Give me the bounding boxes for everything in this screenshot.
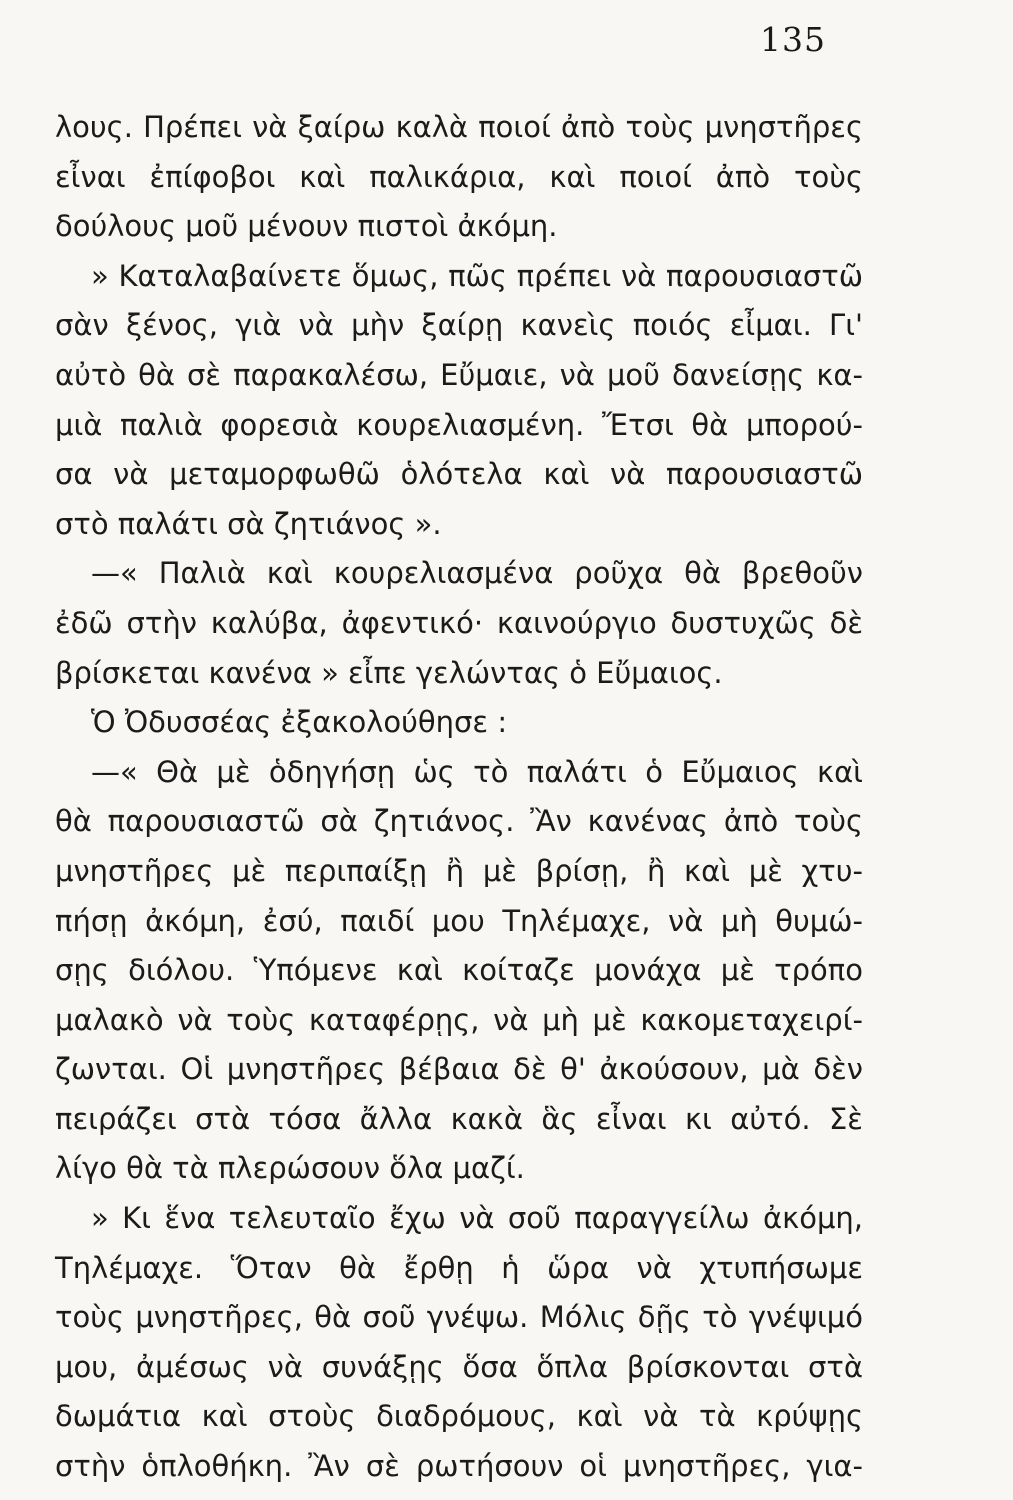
text-line: » Καταλαβαίνετε ὅμως, πῶς πρέπει νὰ παρουσιαστῶ (91, 258, 863, 293)
body-text (55, 103, 863, 1492)
text-line: μου, ἀμέσως νὰ συνάξῃς ὅσα ὅπλα βρίσκονται στὰ (55, 1349, 863, 1384)
text-line: στὴν ὁπλοθήκη. Ἂν σὲ ρωτήσουν οἱ μνηστῆρες, για- (55, 1449, 863, 1484)
text-line: λους. Πρέπει νὰ ξαίρω καλὰ ποιοί ἀπὸ τοὺς μνηστῆρες (55, 110, 863, 144)
text-line: δωμάτια καὶ στοὺς διαδρόμους, καὶ νὰ τὰ κρύψῃς (55, 1399, 863, 1434)
text-line: Τηλέμαχε. Ὅταν θὰ ἔρθῃ ἡ ὥρα νὰ χτυπήσωμε (55, 1250, 863, 1285)
text-line: αὐτὸ θὰ σὲ παρακαλέσω, Εὔμαιε, νὰ μοῦ δανείσῃς κα- (55, 357, 863, 392)
text-line: Ὁ Ὀδυσσέας ἐξακολούθησε : (91, 705, 508, 740)
text-line: » Κι ἕνα τελευταῖο ἔχω νὰ σοῦ παραγγείλω ἀκόμη, (91, 1201, 863, 1236)
text-line: ζωνται. Οἱ μνηστῆρες βέβαια δὲ θ' ἀκούσουν, μὰ δὲν (55, 1052, 863, 1087)
text-line: μνηστῆρες μὲ περιπαίξῃ ἢ μὲ βρίσῃ, ἢ καὶ μὲ χτυ- (55, 853, 863, 888)
page-number: 135 (760, 20, 826, 59)
text-line: —« Παλιὰ καὶ κουρελιασμένα ροῦχα θὰ βρεθοῦν (91, 556, 863, 591)
text-line: σα νὰ μεταμορφωθῶ ὁλότελα καὶ νὰ παρουσιαστῶ (55, 457, 863, 492)
text-line: πειράζει στὰ τόσα ἄλλα κακὰ ἃς εἶναι κι αὐτό. Σὲ (55, 1101, 863, 1136)
text-line: λίγο θὰ τὰ πλερώσουν ὅλα μαζί. (55, 1151, 525, 1186)
text-line: σῃς διόλου. Ὑπόμενε καὶ κοίταζε μονάχα μὲ τρόπο (55, 953, 863, 988)
text-line: δούλους μοῦ μένουν πιστοὶ ἀκόμη. (55, 209, 558, 244)
text-line: ἐδῶ στὴν καλύβα, ἀφεντικό· καινούργιο δυστυχῶς δὲ (55, 605, 863, 640)
text-line: θὰ παρουσιαστῶ σὰ ζητιάνος. Ἂν κανένας ἀπὸ τοὺς (55, 804, 863, 839)
text-line: πήσῃ ἀκόμη, ἐσύ, παιδί μου Τηλέμαχε, νὰ μὴ θυμώ- (55, 903, 863, 938)
text-line: —« Θὰ μὲ ὁδηγήσῃ ὡς τὸ παλάτι ὁ Εὔμαιος καὶ (91, 754, 863, 789)
text-line: τοὺς μνηστῆρες, θὰ σοῦ γνέψω. Μόλις δῇς τὸ γνέψιμό (55, 1300, 863, 1335)
text-line: εἶναι ἐπίφοβοι καὶ παλικάρια, καὶ ποιοί ἀπὸ τοὺς (55, 159, 863, 194)
text-line: μαλακὸ νὰ τοὺς καταφέρῃς, νὰ μὴ μὲ κακομεταχειρί- (55, 1002, 863, 1037)
text-line: βρίσκεται κανένα » εἶπε γελώντας ὁ Εὔμαιος. (55, 655, 723, 690)
text-line: στὸ παλάτι σὰ ζητιάνος ». (55, 506, 442, 541)
text-line: σὰν ξένος, γιὰ νὰ μὴν ξαίρῃ κανεὶς ποιός εἶμαι. Γι' (55, 308, 863, 343)
text-line: μιὰ παλιὰ φορεσιὰ κουρελιασμένη. Ἔτσι θὰ μπορού- (55, 407, 863, 442)
